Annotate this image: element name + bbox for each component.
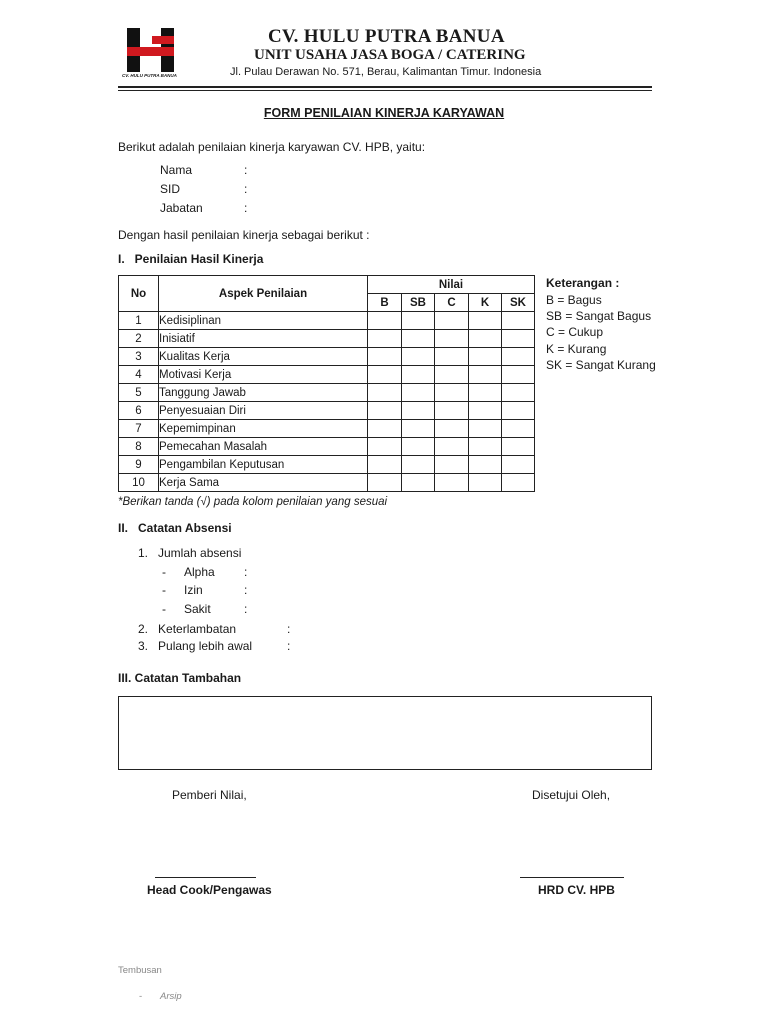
table-row	[119, 402, 535, 420]
pulang-awal-colon: :	[287, 639, 291, 653]
legend-title: Keterangan :	[546, 276, 620, 290]
col-header-nilai: Nilai	[368, 276, 535, 294]
head-cook-name: Head Cook/Pengawas	[147, 883, 272, 897]
grade-cell[interactable]	[402, 330, 435, 348]
grade-cell[interactable]	[502, 456, 535, 474]
table-row	[119, 330, 535, 348]
row-no: 10	[119, 474, 159, 492]
row-no: 3	[119, 348, 159, 366]
row-no: 5	[119, 384, 159, 402]
absensi-izin-label: Izin	[184, 583, 203, 597]
intro-text: Berikut adalah penilaian kinerja karyawan CV. HPB, yaitu:	[118, 140, 426, 154]
field-nama-label: Nama	[160, 163, 193, 177]
table-row	[119, 420, 535, 438]
grade-cell[interactable]	[402, 312, 435, 330]
row-aspek: Inisiatif	[159, 330, 368, 348]
grade-cell[interactable]	[502, 384, 535, 402]
grade-header-b: B	[368, 294, 402, 312]
grade-cell[interactable]	[469, 384, 502, 402]
row-no: 4	[119, 366, 159, 384]
grade-cell[interactable]	[435, 420, 469, 438]
grade-cell[interactable]	[402, 366, 435, 384]
absensi-item-3: 3. Pulang lebih awal	[138, 639, 253, 653]
form-title: FORM PENILAIAN KINERJA KARYAWAN	[263, 106, 505, 120]
signature-line-right	[520, 877, 624, 878]
grade-cell[interactable]	[502, 438, 535, 456]
grade-cell[interactable]	[402, 348, 435, 366]
section2-heading: II. Catatan Absensi	[118, 521, 232, 535]
grade-cell[interactable]	[435, 366, 469, 384]
grade-cell[interactable]	[402, 438, 435, 456]
absensi-dash: -	[162, 583, 166, 597]
grade-cell[interactable]	[402, 402, 435, 420]
row-no: 6	[119, 402, 159, 420]
grade-cell[interactable]	[435, 474, 469, 492]
table-row	[119, 474, 535, 492]
row-aspek: Kedisiplinan	[159, 312, 368, 330]
grade-cell[interactable]	[469, 312, 502, 330]
absensi-dash: -	[162, 565, 166, 579]
grade-cell[interactable]	[368, 330, 402, 348]
grade-cell[interactable]	[368, 402, 402, 420]
grade-cell[interactable]	[402, 474, 435, 492]
absensi-izin-colon: :	[244, 583, 248, 597]
grade-header-k: K	[469, 294, 502, 312]
row-aspek: Motivasi Kerja	[159, 366, 368, 384]
row-no: 8	[119, 438, 159, 456]
legend-item: C = Cukup	[546, 325, 604, 339]
row-aspek: Penyesuaian Diri	[159, 402, 368, 420]
result-intro: Dengan hasil penilaian kinerja sebagai berikut :	[118, 228, 370, 242]
tembusan-dash: -	[139, 991, 143, 1002]
grade-cell[interactable]	[435, 438, 469, 456]
keterlambatan-colon: :	[287, 622, 291, 636]
grade-header-c: C	[435, 294, 469, 312]
logo-caption: CV. HULU PUTRA BANUA	[122, 73, 177, 78]
hrd-name: HRD CV. HPB	[538, 883, 615, 897]
signature-line-left	[155, 877, 256, 878]
row-aspek: Kerja Sama	[159, 474, 368, 492]
grade-cell[interactable]	[435, 456, 469, 474]
header-rule-thick	[118, 86, 652, 88]
table-row	[119, 312, 535, 330]
table-row	[119, 456, 535, 474]
grade-cell[interactable]	[435, 312, 469, 330]
table-row	[119, 438, 535, 456]
row-no: 2	[119, 330, 159, 348]
grade-cell[interactable]	[435, 402, 469, 420]
row-aspek: Tanggung Jawab	[159, 384, 368, 402]
grade-header-sb: SB	[402, 294, 435, 312]
company-name: CV. HULU PUTRA BANUA	[268, 26, 505, 47]
header-rule-thin	[118, 90, 652, 91]
absensi-alpha-colon: :	[244, 565, 248, 579]
row-no: 1	[119, 312, 159, 330]
table-row	[119, 366, 535, 384]
grade-cell[interactable]	[469, 420, 502, 438]
company-address: Jl. Pulau Derawan No. 571, Berau, Kalimantan Timur. Indonesia	[230, 66, 542, 78]
row-no: 7	[119, 420, 159, 438]
grade-cell[interactable]	[502, 348, 535, 366]
absensi-sakit-colon: :	[244, 602, 248, 616]
legend-item: K = Kurang	[546, 342, 607, 356]
row-aspek: Pemecahan Masalah	[159, 438, 368, 456]
business-unit: UNIT USAHA JASA BOGA / CATERING	[254, 47, 526, 63]
grade-cell[interactable]	[469, 348, 502, 366]
evaluation-table	[118, 275, 535, 492]
grade-cell[interactable]	[402, 384, 435, 402]
grade-cell[interactable]	[435, 384, 469, 402]
tembusan-label: Tembusan	[118, 965, 162, 976]
row-aspek: Kepemimpinan	[159, 420, 368, 438]
grade-cell[interactable]	[368, 384, 402, 402]
table-row	[119, 384, 535, 402]
grade-cell[interactable]	[368, 312, 402, 330]
field-sid-label: SID	[160, 182, 181, 196]
absensi-dash: -	[162, 602, 166, 616]
field-nama-colon: :	[244, 163, 248, 177]
grade-cell[interactable]	[469, 438, 502, 456]
absensi-item-1: 1. Jumlah absensi	[138, 546, 242, 560]
grade-cell[interactable]	[502, 312, 535, 330]
field-sid-colon: :	[244, 182, 248, 196]
grade-cell[interactable]	[469, 330, 502, 348]
grade-cell[interactable]	[469, 402, 502, 420]
grade-cell[interactable]	[368, 420, 402, 438]
legend-item: SK = Sangat Kurang	[546, 358, 656, 372]
grade-cell[interactable]	[368, 474, 402, 492]
catatan-tambahan-box[interactable]	[118, 696, 652, 770]
grade-header-sk: SK	[502, 294, 535, 312]
col-header-aspek: Aspek Penilaian	[159, 276, 368, 312]
grade-cell[interactable]	[469, 366, 502, 384]
row-no: 9	[119, 456, 159, 474]
grade-cell[interactable]	[435, 330, 469, 348]
row-aspek: Pengambilan Keputusan	[159, 456, 368, 474]
tembusan-arsip: Arsip	[160, 991, 182, 1002]
section1-heading: I. Penilaian Hasil Kinerja	[118, 252, 264, 266]
grade-cell[interactable]	[502, 420, 535, 438]
grade-cell[interactable]	[502, 366, 535, 384]
grade-cell[interactable]	[402, 420, 435, 438]
absensi-sakit-label: Sakit	[184, 602, 211, 616]
grade-cell[interactable]	[502, 474, 535, 492]
field-jabatan-label: Jabatan	[160, 201, 203, 215]
legend-item: B = Bagus	[546, 293, 602, 307]
section3-heading: III. Catatan Tambahan	[118, 671, 242, 685]
grade-cell[interactable]	[502, 402, 535, 420]
company-logo	[124, 26, 180, 82]
disetujui-oleh-label: Disetujui Oleh,	[532, 788, 611, 802]
grade-cell[interactable]	[502, 330, 535, 348]
grade-cell[interactable]	[368, 348, 402, 366]
grade-cell[interactable]	[469, 456, 502, 474]
grade-cell[interactable]	[368, 438, 402, 456]
absensi-alpha-label: Alpha	[184, 565, 215, 579]
pemberi-nilai-label: Pemberi Nilai,	[172, 788, 247, 802]
table-note: *Berikan tanda (√) pada kolom penilaian yang sesuai	[118, 496, 388, 508]
field-jabatan-colon: :	[244, 201, 248, 215]
row-aspek: Kualitas Kerja	[159, 348, 368, 366]
grade-cell[interactable]	[368, 366, 402, 384]
table-row	[119, 348, 535, 366]
legend-item: SB = Sangat Bagus	[546, 309, 652, 323]
grade-cell[interactable]	[435, 348, 469, 366]
grade-cell[interactable]	[402, 456, 435, 474]
grade-cell[interactable]	[469, 474, 502, 492]
absensi-item-2: 2. Keterlambatan	[138, 622, 237, 636]
col-header-no: No	[119, 276, 159, 312]
grade-cell[interactable]	[368, 456, 402, 474]
